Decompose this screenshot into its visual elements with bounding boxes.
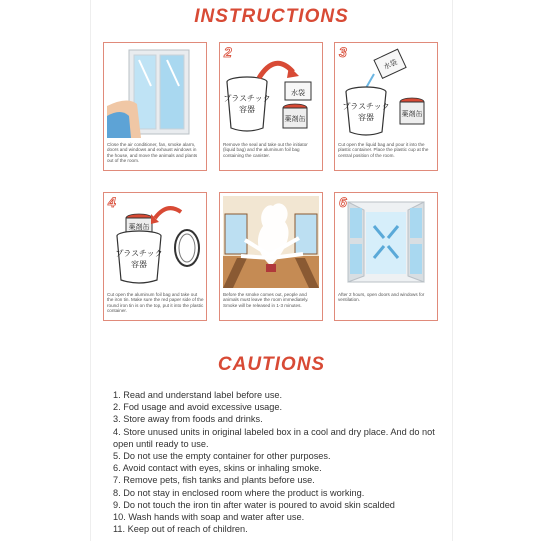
instructions-title: INSTRUCTIONS <box>194 6 349 27</box>
caution-item: 11. Keep out of reach of children. <box>113 524 248 535</box>
instruction-sheet <box>90 0 453 541</box>
caution-item: 1. Read and understand label before use. <box>113 390 283 400</box>
container-label: 容器 <box>358 113 374 122</box>
step-caption: Cut open the aluminum foil bag and take out the iron tin. Make sure the red paper side of the round iron tin is on the top, put it into the plastic container. <box>107 292 204 313</box>
tin-label: 薬剤缶 <box>401 111 423 118</box>
caution-item: 3. Store away from foods and drinks. <box>113 414 263 425</box>
smoke-release-illustration <box>223 196 319 288</box>
insert-tin-illustration <box>107 196 203 288</box>
step-caption: Close the air conditioner, fan, smoke alarm, doors and windows and exhaust windows in the house, and move the animals and plants out of the room. <box>107 142 198 163</box>
step-number: 6 <box>339 194 347 210</box>
caution-item: 2. Fod usage and avoid excessive usage. <box>113 402 283 413</box>
step-number: 3 <box>339 44 347 60</box>
window-closing-illustration <box>107 46 203 138</box>
step-caption: Cut open the liquid bag and pour it into the plastic container. Place the plastic cup at the central position of the room. <box>338 142 429 158</box>
step-6-panel <box>334 192 438 321</box>
step-number: 2 <box>224 44 232 60</box>
caution-item: 6. Avoid contact with eyes, skins or inhaling smoke. <box>113 463 322 474</box>
step-caption: After 2 hours, open doors and windows for ventilation. <box>338 292 425 303</box>
tin-label: 薬剤缶 <box>128 224 150 231</box>
step-2-panel <box>219 42 323 171</box>
bag-label: 水袋 <box>382 58 399 72</box>
step-5-panel <box>219 192 323 321</box>
container-label: 容器 <box>239 105 255 114</box>
unpacking-illustration <box>223 46 319 138</box>
container-label: 容器 <box>131 260 147 269</box>
container-label: プラスチック <box>342 102 390 111</box>
step-caption: Remove the seal and take out the initiator (liquid bag) and the aluminum foil bag containing the canister. <box>223 142 308 158</box>
step-4-panel <box>103 192 207 321</box>
step-3-panel <box>334 42 438 171</box>
caution-item: 10. Wash hands with soap and water after use. <box>113 511 305 522</box>
caution-item: 8. Do not stay in enclosed room where the product is working. <box>113 487 365 498</box>
caution-item: 9. Do not touch the iron tin after water is poured to avoid skin scalded <box>113 499 395 510</box>
step-caption: Before the smoke comes out, people and animals must leave the room immediately. Smoke will be released in 1-3 minutes. <box>223 292 309 308</box>
pouring-illustration <box>338 46 434 138</box>
ventilation-illustration <box>338 196 434 288</box>
container-label: プラスチック <box>115 249 163 258</box>
cautions-title: CAUTIONS <box>217 354 326 375</box>
container-label: プラスチック <box>223 94 271 103</box>
cautions-list <box>113 389 448 535</box>
caution-item: 5. Do not use the empty container for other purposes. <box>113 450 331 461</box>
caution-item: 7. Remove pets, fish tanks and plants before use. <box>113 475 315 486</box>
step-1-panel <box>103 42 207 171</box>
step-number: 4 <box>108 194 116 210</box>
bag-label: 水袋 <box>291 90 305 97</box>
caution-item: 4. Store unused units in original labeled box in a cool and dry place. And do not open until ready to use. <box>113 426 435 449</box>
tin-label: 薬剤缶 <box>284 116 306 123</box>
